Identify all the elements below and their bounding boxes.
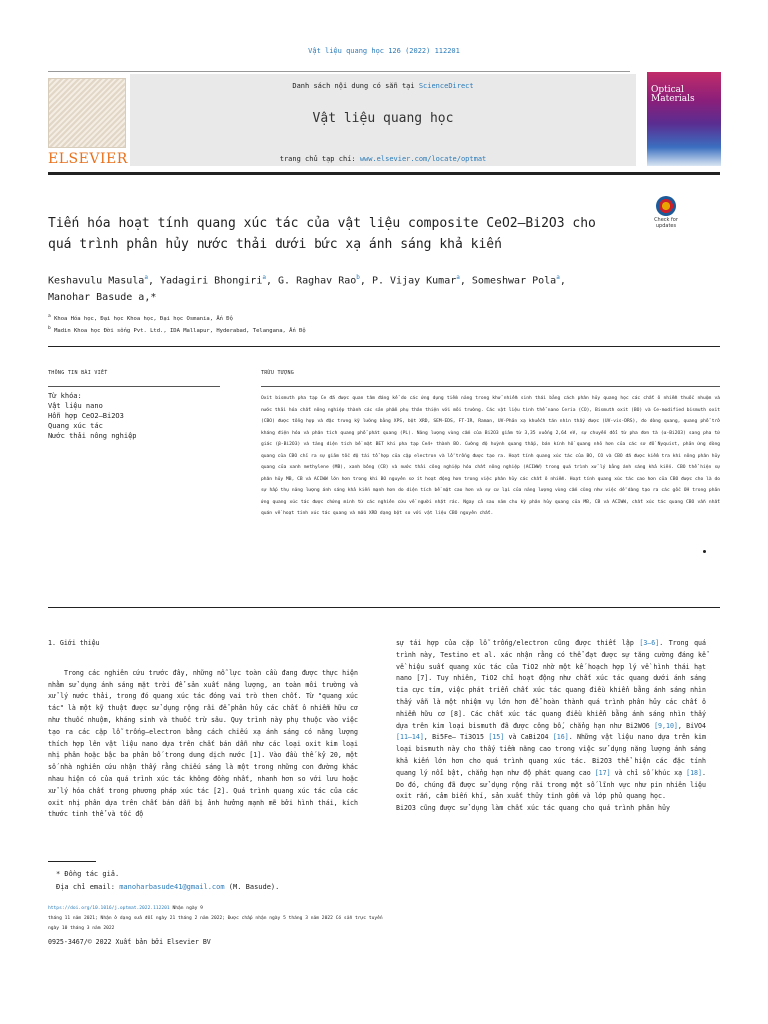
keyword: Quang xúc tác [48,422,103,430]
citation-link[interactable]: [3–6] [639,639,660,647]
citation-link[interactable]: [9,10] [654,721,678,730]
elsevier-tree-icon [48,78,126,148]
body-rule [48,607,720,608]
citation-link[interactable]: [16] [552,733,569,742]
journal-name: Vật liệu quang học [312,111,454,126]
sciencedirect-link[interactable]: ScienceDirect [418,82,474,90]
header-top-rule [48,71,630,72]
journal-reference[interactable]: Vật liệu quang học 126 (2022) 112201 [308,47,460,55]
abstract-rule [261,386,720,387]
abstract-heading: TRỪU TƯỢNG [261,370,295,376]
affiliation-a: $^a$ Khoa Hóa học, Đại học Khoa học, Đại học Osmania, Ấn Độ [48,314,233,322]
author-name[interactable]: Manohar Basude a,* [48,292,157,304]
elsevier-logo[interactable] [48,78,126,168]
affiliations [48,312,648,336]
article-info-heading: THÔNG TIN BÀI VIẾT [48,370,108,376]
check-for-updates-badge[interactable]: Check for updates [648,196,684,230]
elsevier-wordmark: ELSEVIER [48,151,128,167]
journal-cover-image[interactable] [647,72,721,166]
contents-line: Danh sách nội dung có sẵn tại ScienceDirect [292,82,474,90]
article-history: https://doi.org/10.1016/j.optmat.2022.112201 Nhận ngày 9 tháng 11 năm 2021; Nhận ở dạng sửa đổi ngày 21 tháng 2 năm 2022; Được chấp nhận ngày 5 tháng 3 năm 2022 Có sẵn trực tuyến ngày 10 tháng 3 năm 2022 [48,906,383,931]
footnote: * Đồng tác giả. Địa chỉ email: manoharbasude41@gmail.com (M. Basude). [56,870,280,891]
footnote-rule [48,861,96,862]
keyword: Hỗn hợp CeO2–Bi2O3 [48,412,124,420]
paragraph: sự tái hợp của cặp lỗ trống/electron cũng được thiết lập [3–6]. Trong quá trình này, Testino et al. xác nhận rằng có thể đạt được sự tăng cường đáng kể về hiệu suất quang xúc tác của TiO2 nhờ một kế hoạch hợp lý về hình thái hạt nano [7]. Tuy nhiên, TiO2 chỉ hoạt động như chất xúc tác quang dưới ánh sáng tia cực tím, việc phát triển chất xúc tác quang điều khiển bằng ánh sáng nhìn thấy vẫn là một nhiệm vụ lớn hơn để hoàn thành quá trình phân hủy các chất ô nhiễm hữu cơ [8]. Các chất xúc tác quang điều khiển bằng ánh sáng nhìn thấy dựa trên kim loại bismuth đã được công bố, chẳng hạn như Bi2WO6 [9,10], BiVO4 [11–14], Bi5Fe– Ti3O15 [15] và CaBi2O4 [16]. Những vật liệu nano dựa trên kim loại bismuth này cho thấy tiềm năng cao trong việc sử dụng năng lượng ánh sáng khả kiến lớn hơn cho quá trình quang xúc tác. Bi2O3 thể hiện các đặc tính quang lý nổi bật, chẳng hạn như độ phát quang cao [17] và chỉ số khúc xạ [18]. Do đó, chúng đã được sử dụng rộng rãi trong một số lĩnh vực như pin nhiên liệu oxit rắn, cảm biến khí, sản xuất thủy tinh gốm và lớp phủ quang học. [396,639,706,801]
author-name[interactable]: , Someshwar Pola [459,275,557,287]
abstract-text: Oxit bismuth pha tạp Ce đã được quan tâm đáng kể do các ứng dụng tiềm năng trong khử nhiễm sinh thái bằng cách phân hủy quang học các chất ô nhiễm thuốc nhuộm và nước thải hóa chất nông nghiệp thành các sản phẩm phụ thân thiện với môi trường. Các vật liệu tinh thể nano Ceria (CO), Bismuth oxit (BO) và Ce-modified bismuth oxit (CBO) được tổng hợp và đặc trưng kỹ lưỡng bằng XPS, bột XRD, SEM-EDS, FT-IR, Raman, UV-Phản xạ khuếch tán nhìn thấy được (UV-vis-DRS), đo dòng quang, quang phổ trở kháng điện hóa và phân tích quang phổ phát quang (PL). Năng lượng vùng cấm của Bi2O3 giảm từ 3,35 xuống 2,64 eV, sự chuyển đổi từ pha đơn tà (α-Bi2O3) sang pha tứ giác (β-Bi2O3) và tăng diện tích bề mặt BET khi pha tạp Ce4+ thành BO. Cường độ huỳnh quang thấp, bán kính hồ quang nhỏ hơn của các sơ đồ Nyquist, phản ứng dòng quang của CBO chỉ ra sự giảm tốc độ tái tổ hợp của cặp electron và lỗ trống được tạo ra. Hoạt tính quang xúc tác của BO, CO và CBO đã được kiểm tra khi nông phân hủy quang của xanh methylene (MB), xanh bông (CB) và nước thải công nghiệp hóa chất nông nghiệp (ACIWW) trong quá trình xử lý bằng ánh sáng khả kiến. CBO thể hiện sự phân hủy MB, CB và ACIWW lớn hơn trong khi BO nguyên sơ ít hoạt động hơn trong việc phân hủy các chất ô nhiễm. Hoạt tính quang xúc tác cao hơn của CBO được cho là do sự hấp thụ năng lượng ánh sáng khả kiến mạnh hơn do diện tích bề mặt cao hơn và sự cư lại của năng lượng vùng cấm cũng như việc dễ dàng tạo ra các gốc OH trong phản ứng quang xúc tác được chứng minh từ các nghiên cứu về người nhặt rác. Ngay cả sau năm chu kỳ phân hủy quang của MB, CB và ACIWW, chất xúc tác quang CBO vẫn nhất quán về hoạt tính xúc tác quang và mẫu XRD dạng bột so với vật liệu CBO nguyên chất. [261,396,720,516]
journal-homepage-link[interactable]: www.elsevier.com/locate/optmat [359,155,487,163]
header-bottom-rule [48,172,720,175]
paragraph: Bi2O3 cũng được sử dụng làm chất xúc tác quang cho quá trình phân hủy [396,804,670,813]
cover-title: Optical Materials [651,85,695,104]
author-name[interactable]: , P. Vijay Kumar [359,275,457,287]
keywords-label: Từ khóa: [48,392,82,400]
doi-link[interactable]: https://doi.org/10.1016/j.optmat.2022.112201 [48,906,170,911]
author-name[interactable]: , G. Raghav Rao [265,275,357,287]
check-updates-icon [656,196,676,216]
keyword: Vật liệu nano [48,402,103,410]
keywords-block [48,391,137,441]
homepage-line: trang chủ tạp chí: www.elsevier.com/locate/optmat [279,155,487,163]
citation-link[interactable]: [18] [686,768,702,777]
email-link[interactable]: manoharbasude41@gmail.com [119,883,225,891]
author-name[interactable]: , Yadagiri Bhongiri [147,275,263,287]
author-list: Keshavulu Masula$^a$, Yadagiri Bhongiri$^a$, G. Raghav Rao$^b$, P. Vijay Kumar$^a$, Someshwar Pola$^a$, Manohar Basude a,* [48,274,566,304]
citation-link[interactable]: [15] [488,733,505,742]
body-column-left [48,638,358,821]
citation-link[interactable]: [17] [594,768,611,777]
section-rule [48,346,720,347]
author-name[interactable]: Keshavulu Masula [48,275,145,287]
keyword: Nước thải nông nghiệp [48,432,137,440]
issn-copyright: 0925-3467/© 2022 Xuất bản bởi Elsevier BV [48,938,211,946]
section-heading: 1. Giới thiệu [48,639,100,647]
citation-link[interactable]: [11–14] [396,733,424,742]
article-title: Tiến hóa hoạt tính quang xúc tác của vật liệu composite CeO2–Bi2O3 cho quá trình phân hủy nước thải dưới bức xạ ánh sáng khả kiến [48,216,596,252]
bullet-dot [703,550,706,553]
body-column-right [396,638,706,815]
paragraph: Trong các nghiên cứu trước đây, những nỗ lực toàn cầu đang được thực hiện nhằm sử dụng ánh sáng mặt trời để sản xuất năng lượng, an toàn môi trường và xử lý nước thải, trong đó quang xúc tác đóng vai trò then chốt. Từ "quang xúc tác" là một kỹ thuật được sử dụng rộng rãi để phân hủy các chất ô nhiễm hữu cơ như thuốc nhuộm, kháng sinh và thuốc trừ sâu. Quy trình này phụ thuộc vào việc tạo ra các cặp lỗ trống–electron bằng cách chiếu xạ ánh sáng có năng lượng thích hợp lên vật liệu nano dựa trên chất bán dẫn như các loại oxit kim loại nhị phân hoặc bậc ba phân bố trong dung dịch nước [1]. Vào đầu thế kỷ 20, một số nhà nghiên cứu nhận thấy rằng chiếu sáng là một trong những con đường khác nhau hiện có của quá trình xúc tác không đồng nhất, nhanh hơn so với lưu hoặc xử lý hóa chất trong phương pháp xúc tác [2]. Quá trình quang xúc tác của các oxit nhị phân dựa trên chất bán dẫn bị ảnh hưởng mạnh mẽ bởi hình thái, kích thước tinh thể và tốc độ [48,668,358,819]
affiliation-b: $^b$ Madin Khoa học Đời sống Pvt. Ltd., IDA Mallapur, Hyderabad, Telangana, Ấn Độ [48,325,306,334]
article-info-rule [48,386,220,387]
